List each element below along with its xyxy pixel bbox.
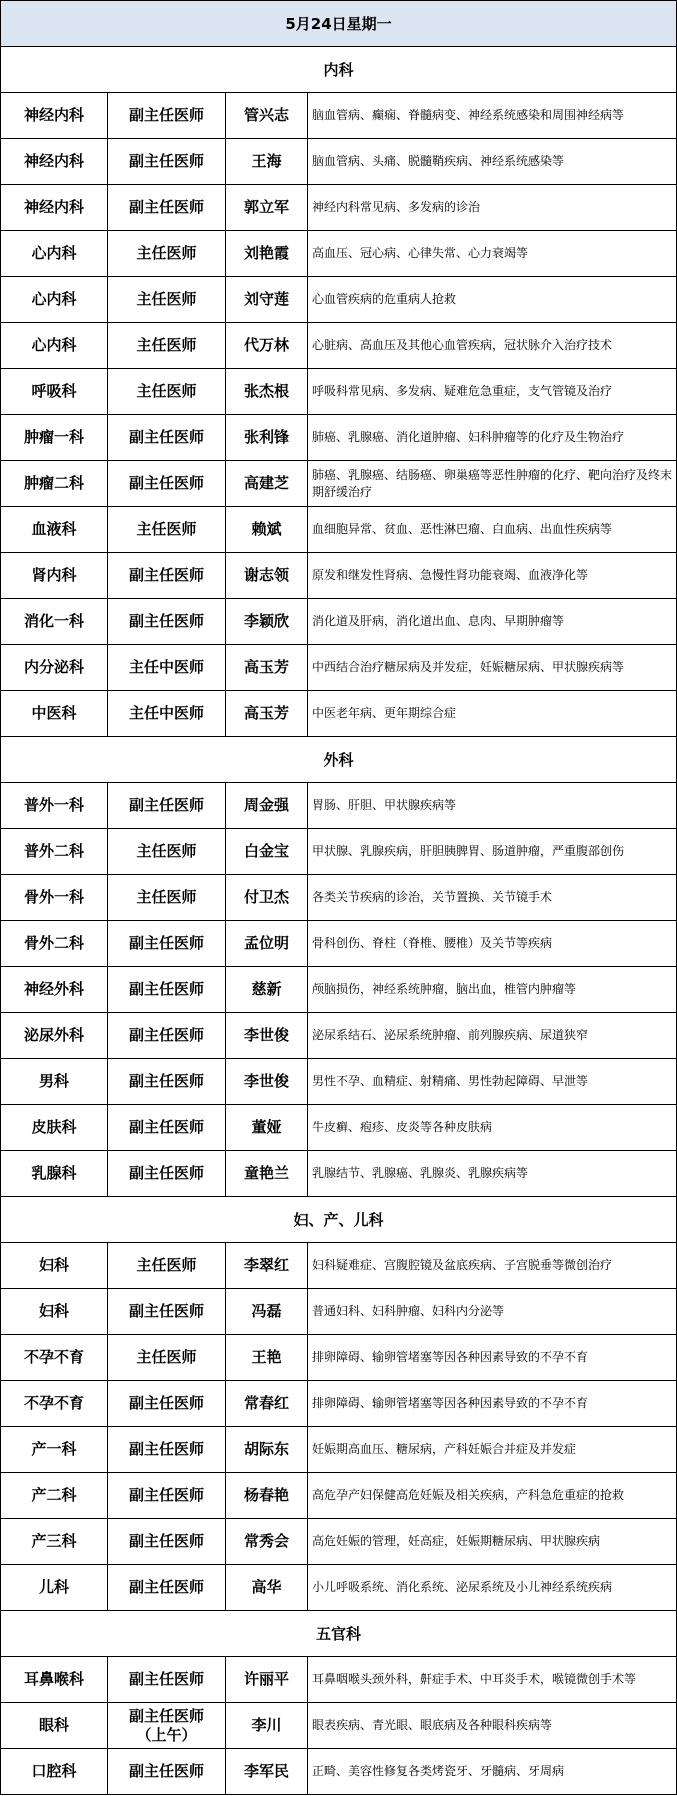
date-header-row <box>1 1 677 47</box>
doctor-title-cell: 副主任医师 <box>108 1289 226 1335</box>
doctor-title-note: （上午） <box>136 1725 197 1744</box>
schedule-row <box>1 967 677 1013</box>
specialty-cell: 妇科疑难症、宫腹腔镜及盆底疾病、子宫脱垂等微创治疗 <box>308 1243 677 1289</box>
schedule-row <box>1 461 677 507</box>
section-title: 内科 <box>1 47 677 93</box>
specialty-cell: 正畸、美容性修复各类烤瓷牙、牙髓病、牙周病 <box>308 1749 677 1795</box>
department-cell: 产一科 <box>1 1427 108 1473</box>
specialty-cell: 脑血管病、癫痫、脊髓病变、神经系统感染和周围神经病等 <box>308 93 677 139</box>
schedule-row <box>1 185 677 231</box>
specialty-cell: 脑血管病、头痛、脱髓鞘疾病、神经系统感染等 <box>308 139 677 185</box>
doctor-name-cell: 管兴志 <box>226 93 308 139</box>
doctor-title-cell: 副主任医师 <box>108 1059 226 1105</box>
doctor-name-cell: 赖斌 <box>226 507 308 553</box>
doctor-name-cell: 谢志领 <box>226 553 308 599</box>
doctor-title-cell: 主任中医师 <box>108 691 226 737</box>
doctor-title-cell <box>108 1703 226 1749</box>
specialty-cell: 乳腺结节、乳腺癌、乳腺炎、乳腺疾病等 <box>308 1151 677 1197</box>
doctor-name-cell: 李川 <box>226 1703 308 1749</box>
doctor-title-cell: 副主任医师 <box>108 1013 226 1059</box>
doctor-name-cell: 王海 <box>226 139 308 185</box>
schedule-row <box>1 1335 677 1381</box>
department-cell: 产三科 <box>1 1519 108 1565</box>
doctor-name-cell: 高玉芳 <box>226 645 308 691</box>
section-header-row <box>1 1611 677 1657</box>
doctor-title-cell: 副主任医师 <box>108 783 226 829</box>
doctor-name-cell: 郭立军 <box>226 185 308 231</box>
doctor-name-cell: 周金强 <box>226 783 308 829</box>
specialty-cell: 呼吸科常见病、多发病、疑难危急重症，支气管镜及治疗 <box>308 369 677 415</box>
doctor-name-cell: 董娅 <box>226 1105 308 1151</box>
schedule-row <box>1 875 677 921</box>
specialty-cell: 消化道及肝病，消化道出血、息肉、早期肿瘤等 <box>308 599 677 645</box>
specialty-cell: 胃肠、肝胆、甲状腺疾病等 <box>308 783 677 829</box>
specialty-cell: 颅脑损伤，神经系统肿瘤，脑出血，椎管内肿瘤等 <box>308 967 677 1013</box>
doctor-title-cell: 主任医师 <box>108 1243 226 1289</box>
doctor-title-cell: 副主任医师 <box>108 599 226 645</box>
specialty-cell: 肺癌、乳腺癌、消化道肿瘤、妇科肿瘤等的化疗及生物治疗 <box>308 415 677 461</box>
doctor-title-cell: 副主任医师 <box>108 415 226 461</box>
doctor-name-cell: 李世俊 <box>226 1059 308 1105</box>
department-cell: 血液科 <box>1 507 108 553</box>
doctor-title-cell: 副主任医师 <box>108 1565 226 1611</box>
department-cell: 不孕不育 <box>1 1335 108 1381</box>
schedule-row <box>1 1381 677 1427</box>
schedule-row <box>1 277 677 323</box>
specialty-cell: 牛皮癣、疱疹、皮炎等各种皮肤病 <box>308 1105 677 1151</box>
specialty-cell: 排卵障碍、输卵管堵塞等因各种因素导致的不孕不育 <box>308 1335 677 1381</box>
department-cell: 肿瘤二科 <box>1 461 108 507</box>
department-cell: 内分泌科 <box>1 645 108 691</box>
doctor-name-cell: 李颖欣 <box>226 599 308 645</box>
specialty-cell: 耳鼻咽喉头颈外科，鼾症手术、中耳炎手术，喉镜微创手术等 <box>308 1657 677 1703</box>
department-cell: 骨外二科 <box>1 921 108 967</box>
schedule-row <box>1 1151 677 1197</box>
doctor-name-cell: 王艳 <box>226 1335 308 1381</box>
section-title: 外科 <box>1 737 677 783</box>
department-cell: 神经外科 <box>1 967 108 1013</box>
department-cell: 妇科 <box>1 1289 108 1335</box>
doctor-name-cell: 冯磊 <box>226 1289 308 1335</box>
doctor-title-cell: 主任医师 <box>108 829 226 875</box>
department-cell: 儿科 <box>1 1565 108 1611</box>
specialty-cell: 眼表疾病、青光眼、眼底病及各种眼科疾病等 <box>308 1703 677 1749</box>
department-cell: 肾内科 <box>1 553 108 599</box>
doctor-title-cell: 副主任医师 <box>108 1381 226 1427</box>
specialty-cell: 神经内科常见病、多发病的诊治 <box>308 185 677 231</box>
department-cell: 皮肤科 <box>1 1105 108 1151</box>
doctor-name-cell: 杨春艳 <box>226 1473 308 1519</box>
specialty-cell: 原发和继发性肾病、急慢性肾功能衰竭、血液净化等 <box>308 553 677 599</box>
doctor-name-cell: 李军民 <box>226 1749 308 1795</box>
department-cell: 神经内科 <box>1 185 108 231</box>
schedule-row <box>1 1565 677 1611</box>
department-cell: 普外二科 <box>1 829 108 875</box>
specialty-cell: 泌尿系结石、泌尿系统肿瘤、前列腺疾病、尿道狭窄 <box>308 1013 677 1059</box>
schedule-row <box>1 1013 677 1059</box>
department-cell: 男科 <box>1 1059 108 1105</box>
department-cell: 中医科 <box>1 691 108 737</box>
schedule-row <box>1 645 677 691</box>
doctor-title-cell: 副主任医师 <box>108 921 226 967</box>
doctor-title-cell: 主任中医师 <box>108 645 226 691</box>
doctor-title-cell: 副主任医师 <box>108 1657 226 1703</box>
specialty-cell: 各类关节疾病的诊治，关节置换、关节镜手术 <box>308 875 677 921</box>
doctor-name-cell: 李翠红 <box>226 1243 308 1289</box>
specialty-cell: 男性不孕、血精症、射精痛、男性勃起障碍、早泄等 <box>308 1059 677 1105</box>
schedule-row <box>1 553 677 599</box>
schedule-row <box>1 1519 677 1565</box>
schedule-row <box>1 783 677 829</box>
doctor-title-cell: 主任医师 <box>108 369 226 415</box>
schedule-row <box>1 829 677 875</box>
department-cell: 消化一科 <box>1 599 108 645</box>
schedule-row <box>1 1427 677 1473</box>
doctor-title-cell: 主任医师 <box>108 277 226 323</box>
schedule-row <box>1 507 677 553</box>
doctor-name-cell: 代万林 <box>226 323 308 369</box>
schedule-row <box>1 1059 677 1105</box>
specialty-cell: 高危妊娠的管理，妊高症，妊娠期糖尿病、甲状腺疾病 <box>308 1519 677 1565</box>
doctor-title-cell: 副主任医师 <box>108 139 226 185</box>
section-title: 妇、产、儿科 <box>1 1197 677 1243</box>
schedule-row <box>1 323 677 369</box>
department-cell: 泌尿外科 <box>1 1013 108 1059</box>
schedule-row <box>1 231 677 277</box>
doctor-name-cell: 张利锋 <box>226 415 308 461</box>
specialty-cell: 心脏病、高血压及其他心血管疾病，冠状脉介入治疗技术 <box>308 323 677 369</box>
doctor-name-cell: 李世俊 <box>226 1013 308 1059</box>
doctor-title-cell: 主任医师 <box>108 323 226 369</box>
specialty-cell: 血细胞异常、贫血、恶性淋巴瘤、白血病、出血性疾病等 <box>308 507 677 553</box>
specialty-cell: 骨科创伤、脊柱（脊椎、腰椎）及关节等疾病 <box>308 921 677 967</box>
doctor-title-cell: 副主任医师 <box>108 1749 226 1795</box>
specialty-cell: 普通妇科、妇科肿瘤、妇科内分泌等 <box>308 1289 677 1335</box>
doctor-name-cell: 张杰根 <box>226 369 308 415</box>
doctor-title-text: 副主任医师 <box>128 1706 204 1725</box>
doctor-name-cell: 刘艳霞 <box>226 231 308 277</box>
schedule-row <box>1 921 677 967</box>
doctor-name-cell: 高建芝 <box>226 461 308 507</box>
doctor-title-cell: 副主任医师 <box>108 185 226 231</box>
doctor-title-cell: 主任医师 <box>108 1335 226 1381</box>
schedule-row <box>1 1703 677 1749</box>
department-cell: 不孕不育 <box>1 1381 108 1427</box>
schedule-row <box>1 139 677 185</box>
schedule-row <box>1 369 677 415</box>
schedule-row <box>1 1289 677 1335</box>
department-cell: 口腔科 <box>1 1749 108 1795</box>
department-cell: 神经内科 <box>1 93 108 139</box>
specialty-cell: 中西结合治疗糖尿病及并发症，妊娠糖尿病、甲状腺疾病等 <box>308 645 677 691</box>
doctor-title-cell: 副主任医师 <box>108 1151 226 1197</box>
schedule-row <box>1 1749 677 1795</box>
schedule-row <box>1 415 677 461</box>
doctor-title-cell: 副主任医师 <box>108 93 226 139</box>
department-cell: 妇科 <box>1 1243 108 1289</box>
schedule-row <box>1 1243 677 1289</box>
doctor-name-cell: 白金宝 <box>226 829 308 875</box>
specialty-cell: 排卵障碍、输卵管堵塞等因各种因素导致的不孕不育 <box>308 1381 677 1427</box>
section-header-row <box>1 47 677 93</box>
specialty-cell: 中医老年病、更年期综合症 <box>308 691 677 737</box>
doctor-title-cell: 副主任医师 <box>108 1105 226 1151</box>
doctor-title-cell: 副主任医师 <box>108 1519 226 1565</box>
schedule-body <box>1 1 677 1795</box>
department-cell: 心内科 <box>1 231 108 277</box>
doctor-title-cell: 副主任医师 <box>108 1473 226 1519</box>
doctor-title-cell: 副主任医师 <box>108 461 226 507</box>
doctor-title-cell: 主任医师 <box>108 875 226 921</box>
doctor-name-cell: 高华 <box>226 1565 308 1611</box>
specialty-cell: 妊娠期高血压、糖尿病，产科妊娠合并症及并发症 <box>308 1427 677 1473</box>
section-title: 五官科 <box>1 1611 677 1657</box>
schedule-row <box>1 1473 677 1519</box>
schedule-row <box>1 93 677 139</box>
doctor-name-cell: 童艳兰 <box>226 1151 308 1197</box>
department-cell: 呼吸科 <box>1 369 108 415</box>
department-cell: 心内科 <box>1 323 108 369</box>
specialty-cell: 高血压、冠心病、心律失常、心力衰竭等 <box>308 231 677 277</box>
doctor-title-cell: 主任医师 <box>108 231 226 277</box>
department-cell: 骨外一科 <box>1 875 108 921</box>
doctor-title-cell: 副主任医师 <box>108 967 226 1013</box>
doctor-title-cell: 副主任医师 <box>108 553 226 599</box>
section-header-row <box>1 1197 677 1243</box>
doctor-name-cell: 许丽平 <box>226 1657 308 1703</box>
doctor-name-cell: 胡际东 <box>226 1427 308 1473</box>
schedule-row <box>1 1105 677 1151</box>
section-header-row <box>1 737 677 783</box>
specialty-cell: 心血管疾病的危重病人抢救 <box>308 277 677 323</box>
doctor-name-cell: 慈新 <box>226 967 308 1013</box>
doctor-name-cell: 付卫杰 <box>226 875 308 921</box>
doctor-name-cell: 常秀会 <box>226 1519 308 1565</box>
department-cell: 普外一科 <box>1 783 108 829</box>
specialty-cell: 肺癌、乳腺癌、结肠癌、卵巢癌等恶性肿瘤的化疗、靶向治疗及终末期舒缓治疗 <box>308 461 677 507</box>
doctor-name-cell: 高玉芳 <box>226 691 308 737</box>
schedule-row <box>1 599 677 645</box>
department-cell: 眼科 <box>1 1703 108 1749</box>
schedule-row <box>1 1657 677 1703</box>
schedule-row <box>1 691 677 737</box>
specialty-cell: 甲状腺、乳腺疾病，肝胆胰脾胃、肠道肿瘤，严重腹部创伤 <box>308 829 677 875</box>
department-cell: 神经内科 <box>1 139 108 185</box>
department-cell: 产二科 <box>1 1473 108 1519</box>
doctor-title-cell: 主任医师 <box>108 507 226 553</box>
doctor-name-cell: 刘守莲 <box>226 277 308 323</box>
department-cell: 肿瘤一科 <box>1 415 108 461</box>
doctor-title-cell: 副主任医师 <box>108 1427 226 1473</box>
department-cell: 心内科 <box>1 277 108 323</box>
doctor-name-cell: 孟位明 <box>226 921 308 967</box>
date-header: 5月24日星期一 <box>1 1 677 47</box>
department-cell: 耳鼻喉科 <box>1 1657 108 1703</box>
doctor-name-cell: 常春红 <box>226 1381 308 1427</box>
specialty-cell: 高危孕产妇保健高危妊娠及相关疾病，产科急危重症的抢救 <box>308 1473 677 1519</box>
department-cell: 乳腺科 <box>1 1151 108 1197</box>
specialty-cell: 小儿呼吸系统、消化系统、泌尿系统及小儿神经系统疾病 <box>308 1565 677 1611</box>
